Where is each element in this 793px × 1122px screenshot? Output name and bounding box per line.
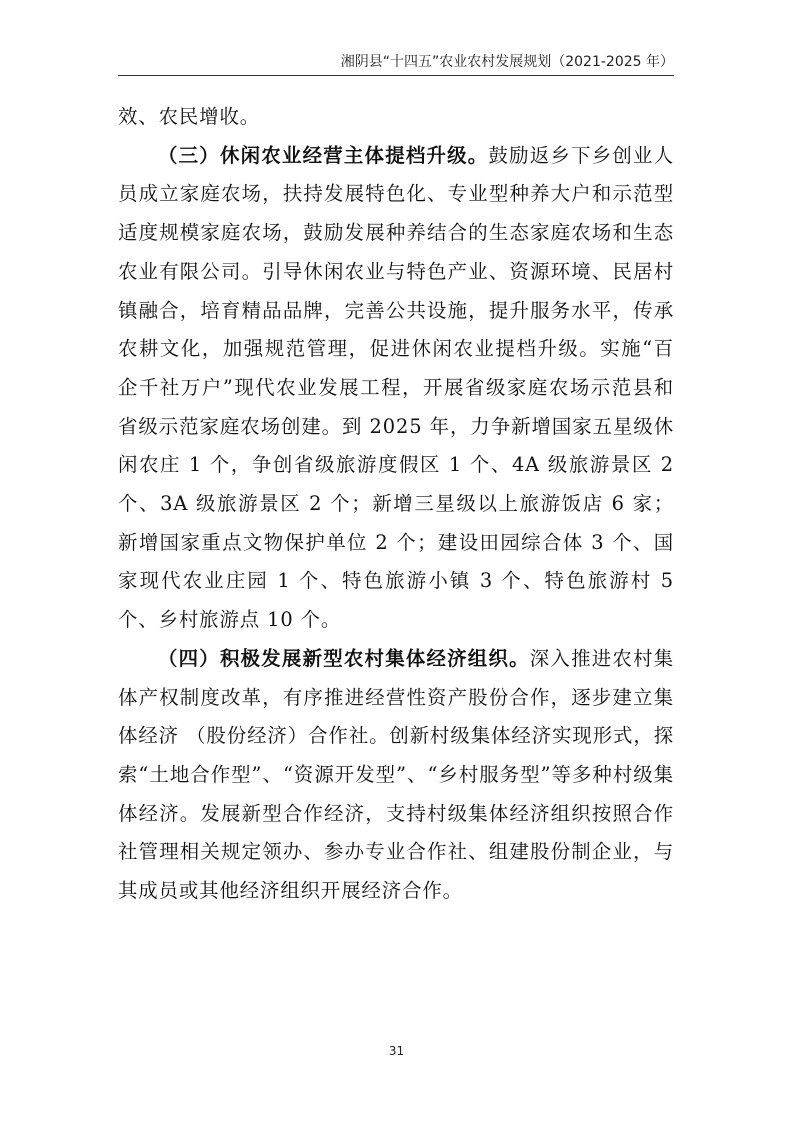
paragraph-leisure-agriculture bbox=[118, 137, 674, 640]
paragraph-text-3: 鼓励返乡下乡创业人员成立家庭农场，扶持发展特色化、专业型种养大户和示范型适度规模家庭农场，鼓励发展种养结合的生态家庭农场和生态农业有限公司。引导休闲农业与特色产业、资源环境、民居村镇融合，培育精品品牌，完善公共设施，提升服务水平，传承农耕文化，加强规范管理，促进休闲农业提档升级。实施“百企千社万户”现代农业发展工程，开展省级家庭农场示范县和省级示范家庭农场创建。到 2025 年，力争新增国家五星级休闲农庄 1 个，争创省级旅游度假区 1 个、4A 级旅游景区 2 个、3A 级旅游景区 2 个；新增三星级以上旅游饭店 6 家；新增国家重点文物保护单位 2 个；建设田园综合体 3 个、国家现代农业庄园 1 个、特色旅游小镇 3 个、特色旅游村 5 个、乡村旅游点 10 个。 bbox=[118, 143, 674, 632]
section-heading-4: （四）积极发展新型农村集体经济组织。 bbox=[158, 646, 530, 670]
header-divider bbox=[118, 75, 674, 76]
paragraph-collective-economy bbox=[118, 640, 674, 911]
running-header: 湘阴县“十四五”农业农村发展规划（2021-2025 年） bbox=[340, 54, 674, 70]
paragraph-text-4: 深入推进农村集体产权制度改革，有序推进经营性资产股份合作，逐步建立集体经济 （股份经济）合作社。创新村级集体经济实现形式，探索“土地合作型”、“资源开发型”、“乡村服务型”等多种村级集体经济。发展新型合作经济，支持村级集体经济组织按照合作社管理相关规定领办、参办专业合作社、组建股份制企业，与其成员或其他经济组织开展经济合作。 bbox=[118, 646, 674, 903]
page-number: 31 bbox=[388, 1044, 405, 1058]
paragraph-continuation: 效、农民增收。 bbox=[118, 105, 261, 128]
section-heading-3: （三）休闲农业经营主体提档升级。 bbox=[158, 143, 489, 167]
document-body bbox=[118, 98, 674, 911]
